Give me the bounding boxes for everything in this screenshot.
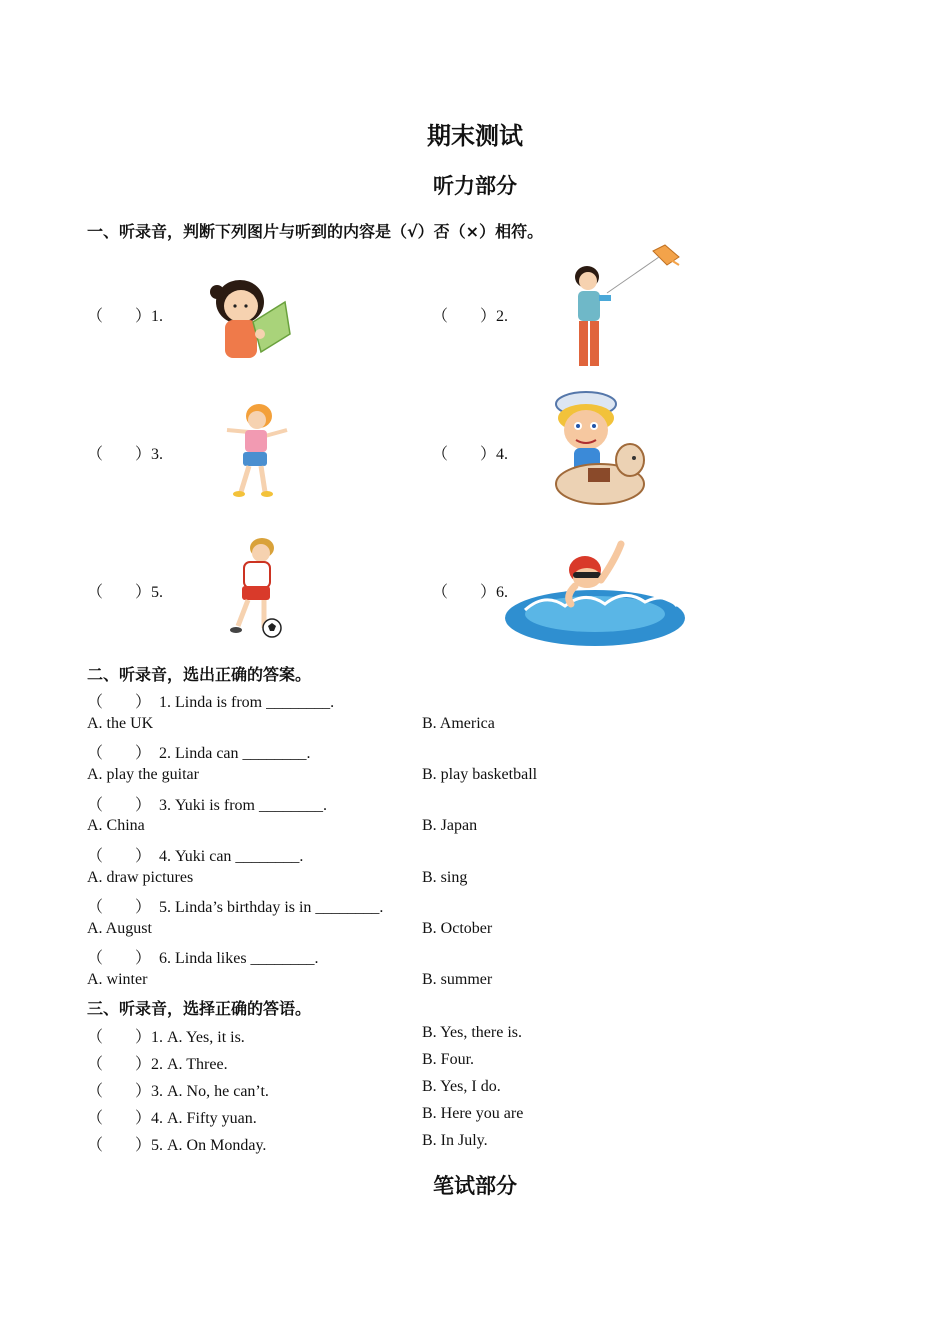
- part2-heading: 二、听录音，选出正确的答案。: [87, 665, 312, 684]
- part2-q3-option-a: A. China: [87, 817, 145, 834]
- part3-heading: 三、听录音，选择正确的答语。: [87, 999, 312, 1018]
- part3-q5-option-a: （ ）5. A. On Monday.: [87, 1137, 267, 1154]
- part3-q4-option-b: B. Here you are: [422, 1105, 524, 1122]
- page-title: 期末测试: [427, 124, 523, 150]
- part3-q1-option-b: B. Yes, there is.: [422, 1024, 523, 1041]
- part3-q1-option-a: （ ）1. A. Yes, it is.: [87, 1029, 245, 1046]
- boy-swimming-picture: [505, 540, 685, 646]
- part2-q3-option-b: B. Japan: [422, 817, 478, 834]
- part3-q2-option-a: （ ）2. A. Three.: [87, 1056, 228, 1073]
- part2-q1-option-a: A. the UK: [87, 715, 154, 732]
- part1-item-5-label: （ ）5.: [87, 584, 164, 601]
- part1-item-2-label: （ ）2.: [432, 308, 509, 325]
- part3-q3-option-b: B. Yes, I do.: [422, 1078, 501, 1095]
- part3-q5-option-b: B. In July.: [422, 1132, 488, 1149]
- part2-q6-option-b: B. summer: [422, 971, 493, 988]
- girl-singing-picture: [215, 400, 293, 500]
- part2-q3-stem: （ ） 3. Yuki is from ________.: [87, 797, 328, 814]
- listening-section-title: 听力部分: [433, 174, 517, 198]
- part3-q4-option-a: （ ）4. A. Fifty yuan.: [87, 1110, 257, 1127]
- part2-q2-stem: （ ） 2. Linda can ________.: [87, 745, 311, 762]
- part2-q5-stem: （ ） 5. Linda’s birthday is in ________.: [87, 899, 384, 916]
- boy-horse-picture: [548, 388, 652, 512]
- part2-q2-option-b: B. play basketball: [422, 766, 538, 783]
- part2-q1-option-b: B. America: [422, 715, 495, 732]
- girl-reading-picture: [205, 272, 295, 364]
- girl-kite-picture: [565, 243, 690, 375]
- part1-item-4-label: （ ）4.: [432, 446, 509, 463]
- part2-q5-option-b: B. October: [422, 920, 493, 937]
- part1-item-6-label: （ ）6.: [432, 584, 509, 601]
- part2-q6-stem: （ ） 6. Linda likes ________.: [87, 950, 319, 967]
- part1-item-1-label: （ ）1.: [87, 308, 164, 325]
- part2-q4-option-a: A. draw pictures: [87, 869, 194, 886]
- part2-q4-option-b: B. sing: [422, 869, 468, 886]
- part2-q5-option-a: A. August: [87, 920, 152, 937]
- boy-football-picture: [218, 536, 288, 640]
- part1-heading: 一、听录音，判断下列图片与听到的内容是（√）否（×）相符。: [87, 222, 544, 241]
- part2-q1-stem: （ ） 1. Linda is from ________.: [87, 694, 335, 711]
- part2-q4-stem: （ ） 4. Yuki can ________.: [87, 848, 304, 865]
- part2-q2-option-a: A. play the guitar: [87, 766, 199, 783]
- part2-q6-option-a: A. winter: [87, 971, 148, 988]
- part3-q3-option-a: （ ）3. A. No, he can’t.: [87, 1083, 269, 1100]
- part3-q2-option-b: B. Four.: [422, 1051, 475, 1068]
- part1-item-3-label: （ ）3.: [87, 446, 164, 463]
- writing-section-title: 笔试部分: [433, 1174, 517, 1198]
